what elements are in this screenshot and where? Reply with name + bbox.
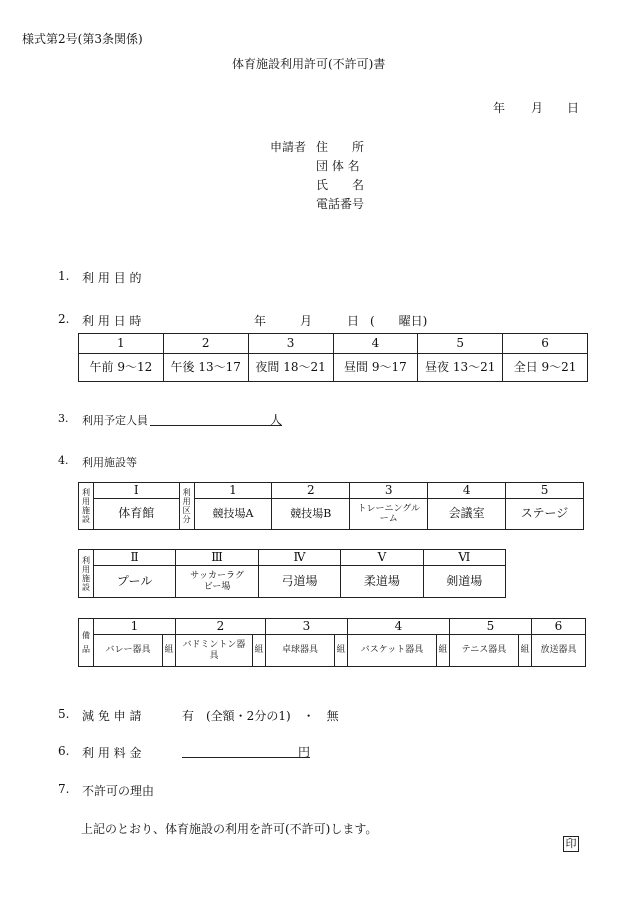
facility-cell: プール xyxy=(93,566,175,598)
date-month: 月 xyxy=(531,101,544,115)
section-2-label: 利 用 日 時 xyxy=(82,314,142,328)
equipment-unit: 組 xyxy=(253,635,266,667)
time-slot-header: 5 xyxy=(418,334,503,354)
page-title: 体育施設利用許可(不許可)書 xyxy=(232,57,386,71)
expected-people-field[interactable] xyxy=(150,408,282,426)
usage-year: 年 xyxy=(254,314,267,328)
equipment-header: 2 xyxy=(176,619,266,635)
facility-cell: サッカーラグビー場 xyxy=(176,566,259,598)
fee-reduction-options: 有 (全額・2分の1) ・ 無 xyxy=(182,709,339,723)
facility-table-gymnasium-header-row xyxy=(79,483,584,499)
closing-statement: 上記のとおり、体育施設の利用を許可(不許可)します。 xyxy=(81,822,378,836)
section-4-label: 利用施設等 xyxy=(82,456,137,469)
equipment-header: 4 xyxy=(348,619,450,635)
usage-fee-field[interactable] xyxy=(182,740,310,758)
facility-roman-header: Ⅱ xyxy=(93,550,175,566)
time-slot-header: 3 xyxy=(248,334,333,354)
time-slot-cell: 午前 9〜12 xyxy=(79,354,164,382)
section-5-number: 5. xyxy=(58,707,70,721)
usage-month: 月 xyxy=(300,314,313,328)
facility-table-gymnasium xyxy=(78,482,584,530)
date-year: 年 xyxy=(493,101,506,115)
equipment-header-row xyxy=(79,619,586,635)
zone-header: 4 xyxy=(428,483,506,499)
equipment-cell: バドミントン器具 xyxy=(176,635,253,667)
equipment-side-label: 備品 xyxy=(82,630,90,654)
expected-people-unit: 人 xyxy=(270,413,283,427)
usage-fee-unit: 円 xyxy=(298,745,311,759)
equipment-header: 5 xyxy=(450,619,532,635)
time-slot-cell: 午後 13〜17 xyxy=(163,354,248,382)
facility-roman-header: Ⅰ xyxy=(93,483,179,499)
facility-table-other xyxy=(78,549,506,598)
zone-cell: 競技場A xyxy=(194,499,272,530)
equipment-unit: 組 xyxy=(163,635,176,667)
time-slot-cell: 全日 9〜21 xyxy=(503,354,588,382)
facility-roman-header: Ⅴ xyxy=(341,550,423,566)
facility-cell: 弓道場 xyxy=(258,566,340,598)
zone-header: 1 xyxy=(194,483,272,499)
section-1-label: 利 用 目 的 xyxy=(82,271,142,285)
zone-side-label: 利用区分 xyxy=(182,488,191,524)
usage-day: 日 xyxy=(347,314,360,328)
time-slot-cell: 昼間 9〜17 xyxy=(333,354,418,382)
facility-roman-header: Ⅲ xyxy=(176,550,259,566)
applicant-group-label: 団 体 名 xyxy=(316,159,360,173)
facility-cell: 剣道場 xyxy=(423,566,505,598)
equipment-cell: バレー器具 xyxy=(94,635,163,667)
date-day: 日 xyxy=(567,101,580,115)
time-slot-value-row xyxy=(79,354,588,382)
seal-stamp: 印 xyxy=(563,836,579,852)
section-6-label: 利 用 料 金 xyxy=(82,746,142,760)
facility-cell: 柔道場 xyxy=(341,566,423,598)
applicant-phone-label: 電話番号 xyxy=(316,197,365,211)
time-slot-table xyxy=(78,333,588,382)
equipment-unit: 組 xyxy=(335,635,348,667)
equipment-cell: 放送器具 xyxy=(532,635,586,667)
equipment-header: 1 xyxy=(94,619,176,635)
time-slot-header: 2 xyxy=(163,334,248,354)
section-2-number: 2. xyxy=(58,312,70,326)
zone-header: 3 xyxy=(350,483,428,499)
time-slot-header: 4 xyxy=(333,334,418,354)
equipment-header: 3 xyxy=(266,619,348,635)
facility-roman-header: Ⅵ xyxy=(423,550,505,566)
applicant-name-label: 氏 名 xyxy=(316,178,365,192)
zone-header: 2 xyxy=(272,483,350,499)
time-slot-cell: 夜間 18〜21 xyxy=(248,354,333,382)
section-7-number: 7. xyxy=(58,782,70,796)
form-number: 様式第2号(第3条関係) xyxy=(22,32,143,46)
facility-side-label: 利用施設 xyxy=(81,555,90,592)
equipment-cell: 卓球器具 xyxy=(266,635,335,667)
facility-table-gymnasium-value-row xyxy=(79,499,584,530)
zone-cell: ステージ xyxy=(506,499,584,530)
equipment-header: 6 xyxy=(532,619,586,635)
time-slot-cell: 昼夜 13〜21 xyxy=(418,354,503,382)
equipment-unit: 組 xyxy=(519,635,532,667)
facility-roman-header: Ⅳ xyxy=(258,550,340,566)
section-4-number: 4. xyxy=(58,454,69,467)
section-3-label: 利用予定人員 xyxy=(82,414,148,427)
equipment-unit: 組 xyxy=(437,635,450,667)
equipment-cell: テニス器具 xyxy=(450,635,519,667)
section-1-number: 1. xyxy=(58,269,70,283)
section-6-number: 6. xyxy=(58,744,70,758)
equipment-cell: バスケット器具 xyxy=(348,635,437,667)
facility-gymnasium: 体育館 xyxy=(93,499,179,530)
time-slot-header: 6 xyxy=(503,334,588,354)
zone-cell: 会議室 xyxy=(428,499,506,530)
usage-weekday: ( 曜日) xyxy=(370,314,428,328)
facility-table-other-header-row xyxy=(79,550,506,566)
time-slot-header-row xyxy=(79,334,588,354)
facility-side-label: 利用施設 xyxy=(81,488,90,524)
time-slot-header: 1 xyxy=(79,334,164,354)
applicant-label: 申請者 xyxy=(270,140,307,154)
zone-cell: トレーニングルーム xyxy=(350,499,428,530)
equipment-value-row xyxy=(79,635,586,667)
section-7-label: 不許可の理由 xyxy=(82,784,155,798)
applicant-address-label: 住 所 xyxy=(316,140,365,154)
zone-header: 5 xyxy=(506,483,584,499)
equipment-table xyxy=(78,618,586,667)
facility-table-other-value-row xyxy=(79,566,506,598)
section-5-label: 減 免 申 請 xyxy=(82,709,142,723)
section-3-number: 3. xyxy=(58,412,69,425)
zone-cell: 競技場B xyxy=(272,499,350,530)
